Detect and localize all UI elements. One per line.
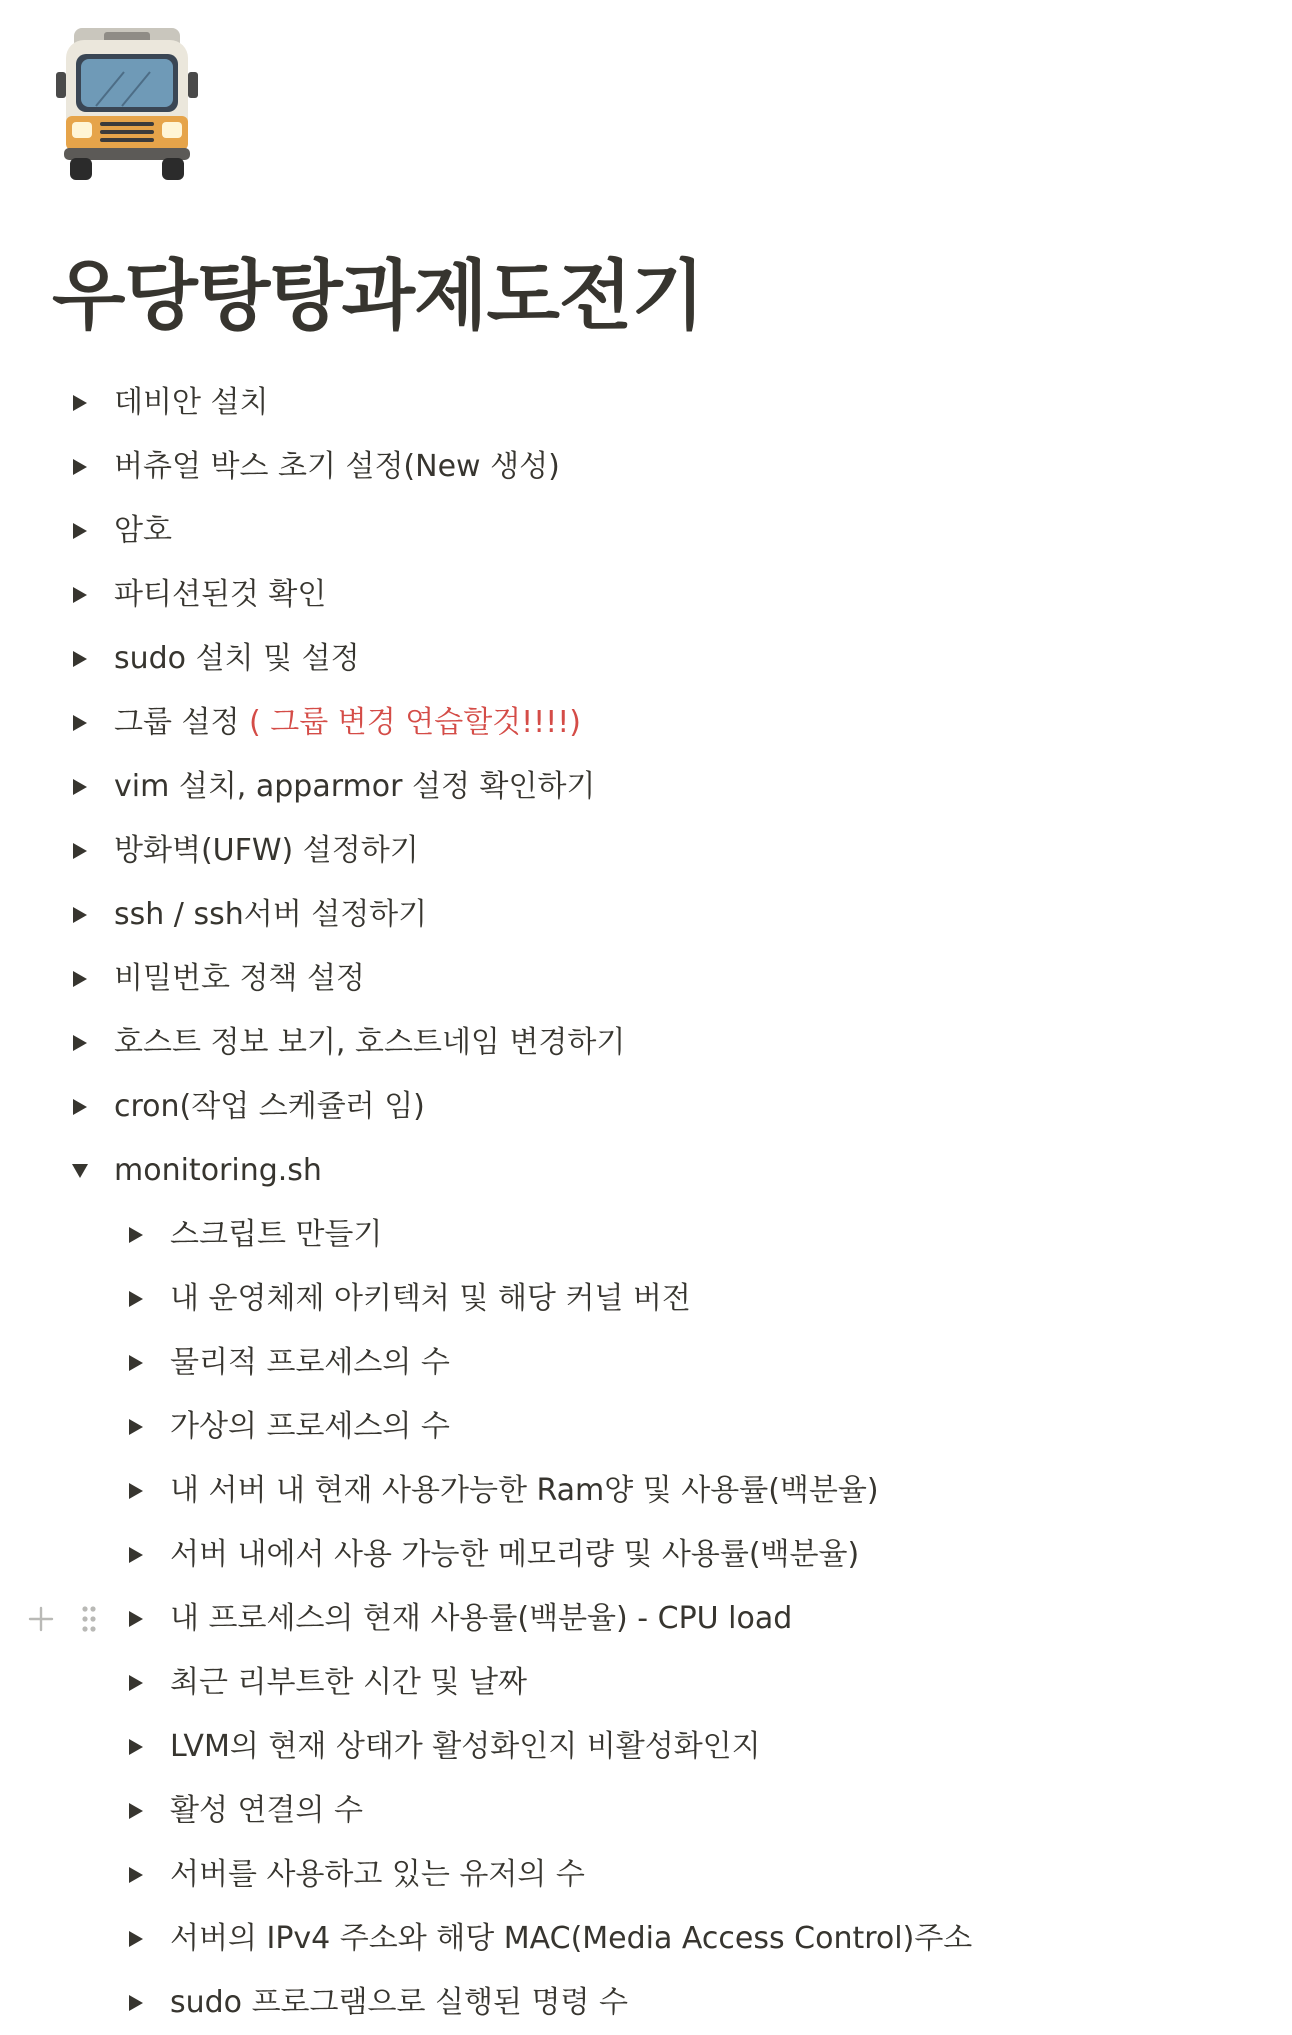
toggle-item[interactable] <box>0 563 1292 627</box>
nested-toggle-item[interactable] <box>0 1971 1292 2035</box>
toggle-label[interactable]: sudo 프로그램으로 실행된 명령 수 <box>170 1985 628 2020</box>
collapsed-triangle-icon[interactable] <box>62 833 98 869</box>
toggle-label[interactable]: 방화벽(UFW) 설정하기 <box>114 833 419 868</box>
collapsed-triangle-icon[interactable] <box>62 513 98 549</box>
toggle-item[interactable] <box>0 435 1292 499</box>
block-handles <box>24 1587 106 1651</box>
collapsed-triangle-icon[interactable] <box>62 705 98 741</box>
toggle-label[interactable]: 최근 리부트한 시간 및 날짜 <box>170 1665 527 1700</box>
nested-toggle-item[interactable] <box>0 1715 1292 1779</box>
collapsed-triangle-icon[interactable] <box>62 1025 98 1061</box>
toggle-item[interactable] <box>0 755 1292 819</box>
collapsed-triangle-icon[interactable] <box>118 1985 154 2021</box>
toggle-label-text: 그룹 설정 <box>114 705 249 740</box>
collapsed-triangle-icon[interactable] <box>62 385 98 421</box>
toggle-item[interactable] <box>0 947 1292 1011</box>
toggle-label[interactable]: 서버 내에서 사용 가능한 메모리량 및 사용률(백분율) <box>170 1537 860 1572</box>
toggle-item[interactable] <box>0 1011 1292 1075</box>
toggle-label[interactable]: 내 운영체제 아키텍처 및 해당 커널 버전 <box>170 1281 691 1316</box>
toggle-label[interactable]: 스크립트 만들기 <box>170 1217 383 1252</box>
toggle-label[interactable] <box>114 703 581 743</box>
collapsed-triangle-icon[interactable] <box>118 1409 154 1445</box>
collapsed-triangle-icon[interactable] <box>118 1537 154 1573</box>
toggle-label[interactable]: 가상의 프로세스의 수 <box>170 1409 450 1444</box>
toggle-label[interactable]: 활성 연결의 수 <box>170 1793 363 1828</box>
drag-handle-icon[interactable] <box>72 1602 106 1636</box>
nested-toggle-item[interactable] <box>0 1331 1292 1395</box>
toggle-label[interactable]: 서버를 사용하고 있는 유저의 수 <box>170 1857 585 1892</box>
toggle-label[interactable]: 암호 <box>114 513 172 548</box>
toggle-item[interactable] <box>0 627 1292 691</box>
toggle-list <box>0 371 1292 2035</box>
toggle-label[interactable]: 비밀번호 정책 설정 <box>114 961 365 996</box>
collapsed-triangle-icon[interactable] <box>62 641 98 677</box>
nested-toggle-item[interactable] <box>0 1523 1292 1587</box>
collapsed-triangle-icon[interactable] <box>118 1665 154 1701</box>
toggle-label[interactable]: cron(작업 스케쥴러 임) <box>114 1089 425 1124</box>
toggle-label[interactable]: 서버의 IPv4 주소와 해당 MAC(Media Access Control)주소 <box>170 1921 973 1956</box>
trolleybus-icon[interactable] <box>56 26 198 184</box>
collapsed-triangle-icon[interactable] <box>118 1921 154 1957</box>
toggle-label[interactable]: 내 서버 내 현재 사용가능한 Ram양 및 사용률(백분율) <box>170 1473 879 1508</box>
collapsed-triangle-icon[interactable] <box>62 961 98 997</box>
toggle-label[interactable]: 내 프로세스의 현재 사용률(백분율) - CPU load <box>170 1601 793 1636</box>
toggle-label[interactable]: 파티션된것 확인 <box>114 577 327 612</box>
toggle-label[interactable]: LVM의 현재 상태가 활성화인지 비활성화인지 <box>170 1729 761 1764</box>
toggle-label[interactable]: 데비안 설치 <box>114 385 269 420</box>
collapsed-triangle-icon[interactable] <box>62 769 98 805</box>
nested-toggle-item[interactable] <box>0 1459 1292 1523</box>
toggle-label[interactable]: sudo 설치 및 설정 <box>114 641 360 676</box>
nested-toggle-item[interactable] <box>0 1395 1292 1459</box>
collapsed-triangle-icon[interactable] <box>62 1089 98 1125</box>
expanded-triangle-icon[interactable] <box>62 1153 98 1189</box>
toggle-label[interactable]: 물리적 프로세스의 수 <box>170 1345 450 1380</box>
collapsed-triangle-icon[interactable] <box>118 1217 154 1253</box>
collapsed-triangle-icon[interactable] <box>118 1729 154 1765</box>
collapsed-triangle-icon[interactable] <box>118 1601 154 1637</box>
toggle-item[interactable] <box>0 499 1292 563</box>
toggle-label[interactable]: 호스트 정보 보기, 호스트네임 변경하기 <box>114 1025 626 1060</box>
toggle-item[interactable] <box>0 1075 1292 1139</box>
toggle-item[interactable] <box>0 371 1292 435</box>
red-note-text: ( 그룹 변경 연습할것!!!!) <box>249 705 581 740</box>
nested-toggle-item[interactable] <box>0 1779 1292 1843</box>
toggle-item[interactable] <box>0 691 1292 755</box>
collapsed-triangle-icon[interactable] <box>118 1793 154 1829</box>
toggle-item-expanded[interactable] <box>0 1139 1292 1203</box>
collapsed-triangle-icon[interactable] <box>118 1857 154 1893</box>
collapsed-triangle-icon[interactable] <box>62 577 98 613</box>
collapsed-triangle-icon[interactable] <box>118 1281 154 1317</box>
toggle-item[interactable] <box>0 883 1292 947</box>
collapsed-triangle-icon[interactable] <box>62 449 98 485</box>
nested-toggle-item[interactable] <box>0 1203 1292 1267</box>
toggle-label[interactable]: 버츄얼 박스 초기 설정(New 생성) <box>114 449 560 484</box>
nested-toggle-item-hovered[interactable] <box>0 1587 1292 1651</box>
nested-toggle-item[interactable] <box>0 1843 1292 1907</box>
collapsed-triangle-icon[interactable] <box>62 897 98 933</box>
nested-toggle-item[interactable] <box>0 1907 1292 1971</box>
toggle-item[interactable] <box>0 819 1292 883</box>
nested-toggle-item[interactable] <box>0 1267 1292 1331</box>
toggle-label[interactable]: vim 설치, apparmor 설정 확인하기 <box>114 769 596 804</box>
page-title[interactable]: 우당탕탕과제도전기 <box>52 251 704 340</box>
nested-toggle-item[interactable] <box>0 1651 1292 1715</box>
collapsed-triangle-icon[interactable] <box>118 1473 154 1509</box>
toggle-label[interactable]: ssh / ssh서버 설정하기 <box>114 897 428 932</box>
add-block-plus-icon[interactable] <box>24 1602 58 1636</box>
toggle-label[interactable]: monitoring.sh <box>114 1153 322 1188</box>
collapsed-triangle-icon[interactable] <box>118 1345 154 1381</box>
